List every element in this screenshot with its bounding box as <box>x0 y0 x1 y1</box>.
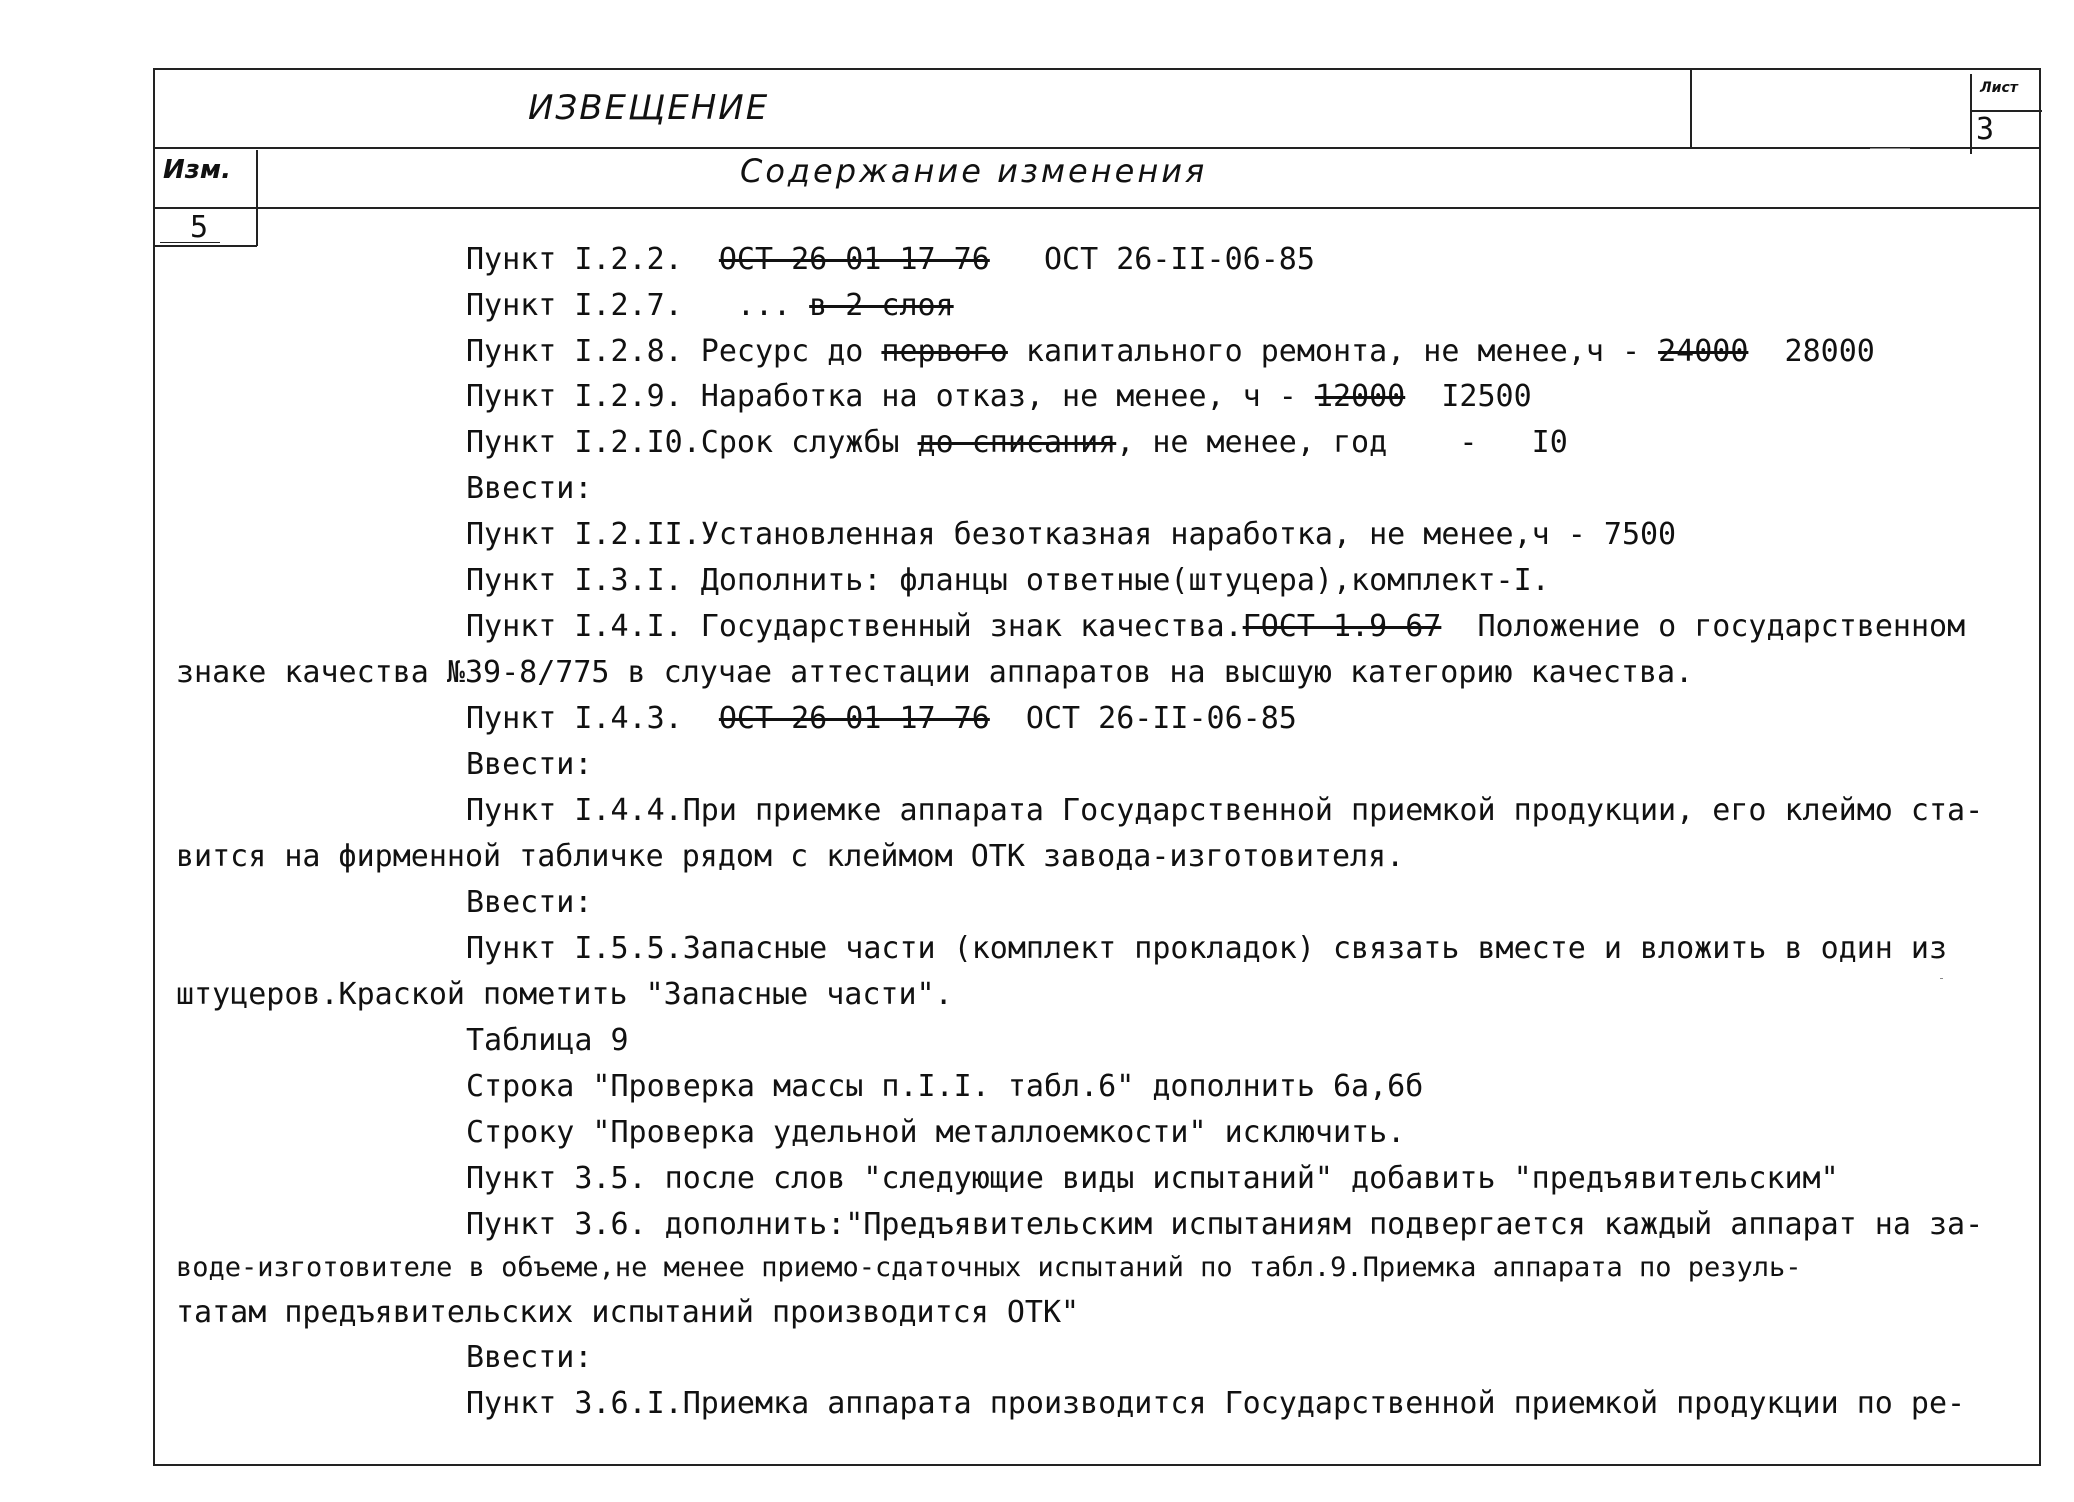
text-line: Строка "Проверка массы п.I.I. табл.6" дополнить 6а,6б <box>466 1069 1424 1104</box>
text-line: Пункт I.2.8. Ресурс до первого капитального ремонта, не менее,ч - 24000 28000 <box>466 334 1875 369</box>
text-line: Пункт I.2.II.Установленная безотказная наработка, не менее,ч - 7500 <box>466 517 1677 552</box>
sheet-label: Лист <box>1980 80 2018 96</box>
text-line: Пункт I.2.9. Наработка на отказ, не менее, ч - 12000 I2500 <box>466 379 1532 414</box>
text-line: Пункт 3.6.I.Приемка аппарата производится Государственной приемкой продукции по ре- <box>466 1386 1966 1421</box>
scan-mark <box>1940 978 1943 979</box>
sheet-number: 3 <box>1976 112 1995 147</box>
notice-title: ИЗВЕЩЕНИЕ <box>528 88 770 128</box>
sheet-column-divider-2 <box>1970 74 1972 154</box>
text-line: Пункт I.5.5.Запасные части (комплект прокладок) связать вместе и вложить в один из <box>466 931 1948 966</box>
text-line: Ввести: <box>466 747 593 782</box>
text-line: вится на фирменной табличке рядом с клеймом ОТК завода-изготовителя. <box>176 839 1405 874</box>
text-line: Пункт 3.5. после слов "следующие виды испытаний" добавить "предъявительским" <box>466 1161 1839 1196</box>
change-number: 5 <box>190 210 209 245</box>
text-line: Пункт I.4.4.При приемке аппарата Государственной приемкой продукции, его клеймо ста- <box>466 793 1984 828</box>
scan-mark <box>1870 148 1910 149</box>
text-line: Ввести: <box>466 885 593 920</box>
izm-column-divider <box>256 150 258 246</box>
text-line: Пункт I.3.I. Дополнить: фланцы ответные(штуцера),комплект-I. <box>466 563 1550 598</box>
change-column-label: Изм. <box>163 155 231 185</box>
text-line: Пункт I.4.3. ОСТ-26-01-17-76 ОСТ 26-II-06-85 <box>466 701 1297 736</box>
text-line: Пункт I.2.2. ОСТ-26-01-17-76 ОСТ 26-II-06-85 <box>466 242 1315 277</box>
izm-box-bottom <box>153 245 257 247</box>
text-line: Таблица 9 <box>466 1023 629 1058</box>
text-line: Пункт I.2.I0.Срок службы до списания, не менее, год - I0 <box>466 425 1568 460</box>
content-column-label: Содержание изменения <box>740 152 1208 190</box>
sheet-column-divider-1 <box>1690 68 1692 148</box>
text-line: Пункт I.2.7. ... в 2 слоя <box>466 288 954 323</box>
text-line: воде-изготовителе в объеме,не менее приемо-сдаточных испытаний по табл.9.Приемка аппарата по резуль- <box>176 1252 1802 1283</box>
header-divider <box>153 147 2041 149</box>
content-divider <box>153 207 2041 209</box>
text-line: Пункт 3.6. дополнить:"Предъявительским испытаниям подвергается каждый аппарат на за- <box>466 1207 1984 1242</box>
text-line: Ввести: <box>466 471 593 506</box>
text-line: Ввести: <box>466 1340 593 1375</box>
text-line: знаке качества №39-8/775 в случае аттестации аппаратов на высшую категорию качества. <box>176 655 1694 690</box>
text-line: Пункт I.4.I. Государственный знак качества.ГОСТ 1.9-67 Положение о государственном <box>466 609 1966 644</box>
text-line: Строку "Проверка удельной металлоемкости" исключить. <box>466 1115 1406 1150</box>
text-line: штуцеров.Краской пометить "Запасные части". <box>176 977 953 1012</box>
text-line: татам предъявительских испытаний производится ОТК" <box>176 1295 1080 1330</box>
